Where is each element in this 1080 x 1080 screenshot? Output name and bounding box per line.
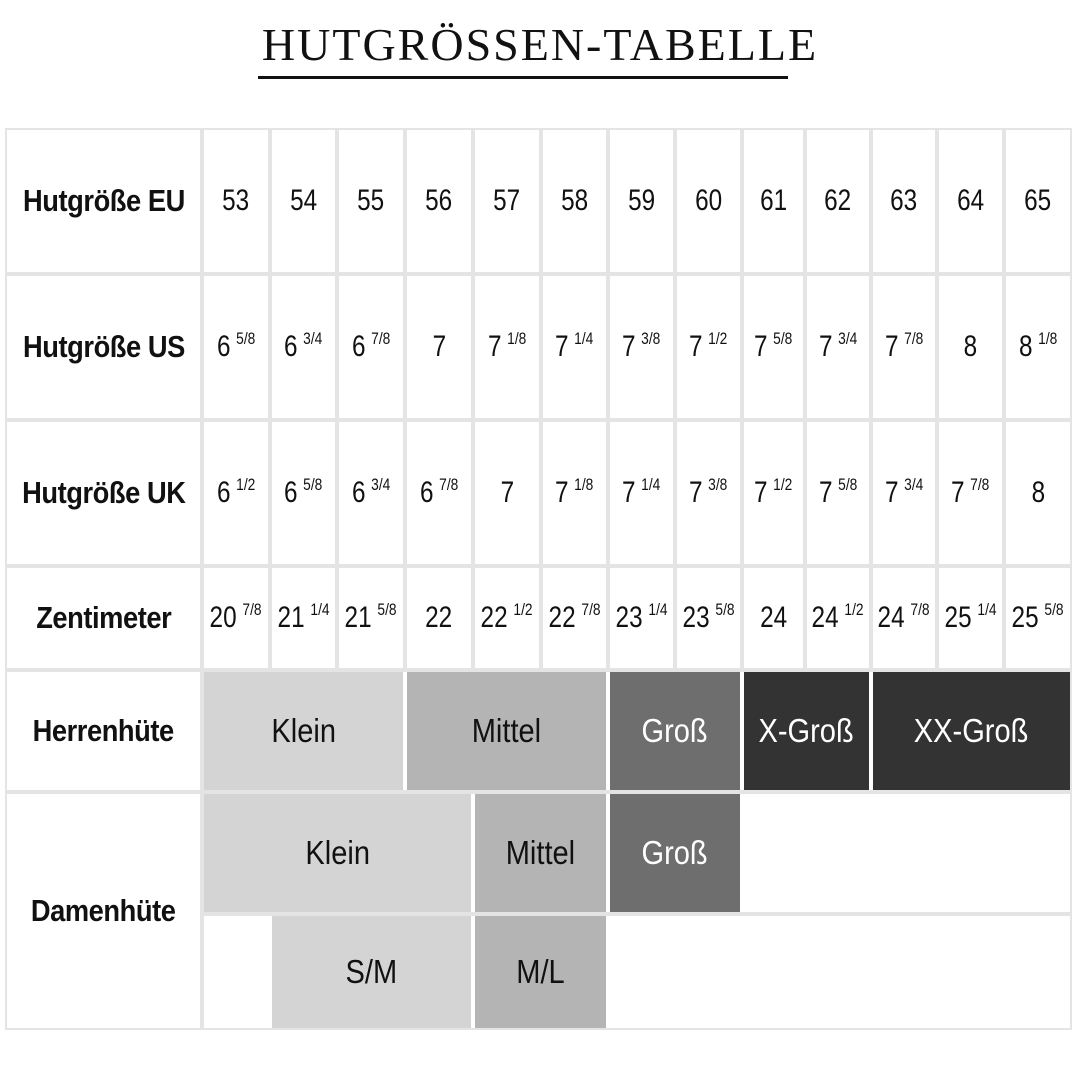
row-header-herren-label: Herrenhüte (32, 713, 175, 748)
size-cell-cm (610, 568, 673, 668)
size-cell-eu (204, 130, 268, 272)
size-cell-uk (407, 422, 471, 564)
size-fraction: 7/8 (581, 600, 601, 619)
row-header-cm-label: Zentimeter (35, 600, 172, 635)
size-cell-us (939, 276, 1002, 418)
size-whole: 7 (689, 476, 703, 509)
row-header-us (7, 276, 200, 418)
size-cell-cm (873, 568, 935, 668)
size-cell-cm (1006, 568, 1070, 668)
size-fraction: 7/8 (243, 600, 263, 619)
herren-band (407, 672, 606, 790)
size-cell-uk (939, 422, 1002, 564)
size-fraction: 1/4 (574, 329, 594, 348)
herren-band (610, 672, 740, 790)
damen-alt-band (475, 916, 606, 1028)
herren-band-label: X-Groß (758, 712, 855, 749)
size-whole: 7 (884, 330, 899, 363)
size-whole: 7 (500, 476, 514, 509)
size-cell-eu (339, 130, 403, 272)
size-cell-eu (475, 130, 539, 272)
size-whole: 58 (560, 184, 589, 217)
damen-alt-band-label: M/L (516, 953, 565, 990)
size-whole: 57 (493, 184, 521, 217)
size-cell-us (204, 276, 268, 418)
size-whole: 6 (284, 476, 298, 509)
size-fraction: 1/2 (514, 600, 534, 619)
size-fraction: 5/8 (235, 329, 255, 348)
size-fraction: 5/8 (773, 329, 793, 348)
size-whole: 21 (345, 601, 373, 634)
size-cell-cm (272, 568, 335, 668)
size-cell-cm (543, 568, 606, 668)
size-fraction: 1/4 (641, 475, 661, 494)
size-whole: 6 (351, 476, 366, 509)
size-fraction: 1/2 (845, 600, 865, 619)
row-header-herren (7, 672, 200, 790)
size-cell-uk (339, 422, 403, 564)
herren-band-label: XX-Groß (914, 712, 1029, 749)
size-whole: 6 (216, 476, 231, 509)
size-whole: 54 (289, 184, 318, 217)
herren-band-label: Groß (641, 712, 709, 749)
size-fraction: 7/8 (438, 475, 458, 494)
size-whole: 61 (759, 184, 788, 217)
size-cell-cm (744, 568, 803, 668)
size-whole: 21 (277, 601, 305, 634)
size-cell-us (272, 276, 335, 418)
size-whole: 7 (754, 330, 768, 363)
size-whole: 8 (1018, 330, 1033, 363)
size-fraction: 7/8 (911, 600, 931, 619)
size-cell-us (1006, 276, 1070, 418)
size-whole: 8 (963, 330, 978, 363)
size-cell-us (475, 276, 539, 418)
size-fraction: 7/8 (903, 329, 923, 348)
size-cell-eu (807, 130, 869, 272)
size-whole: 7 (884, 476, 899, 509)
size-fraction: 1/4 (977, 600, 997, 619)
size-whole: 55 (357, 184, 385, 217)
damen-band (204, 794, 471, 912)
size-whole: 7 (754, 476, 768, 509)
size-fraction: 1/8 (1037, 329, 1057, 348)
size-fraction: 1/2 (773, 475, 793, 494)
row-header-us-label: Hutgröße US (22, 329, 185, 364)
size-cell-us (873, 276, 935, 418)
size-cell-cm (204, 568, 268, 668)
size-cell-cm (807, 568, 869, 668)
size-cell-uk (610, 422, 673, 564)
size-cell-uk (677, 422, 740, 564)
size-fraction: 1/2 (235, 475, 255, 494)
size-whole: 60 (694, 184, 723, 217)
size-cell-uk (873, 422, 935, 564)
size-cell-eu (873, 130, 935, 272)
size-whole: 7 (487, 330, 502, 363)
size-fraction: 3/4 (837, 329, 857, 348)
row-header-uk-label: Hutgröße UK (21, 475, 186, 510)
damen-band (610, 794, 740, 912)
size-whole: 62 (824, 184, 852, 217)
size-whole: 53 (222, 184, 250, 217)
size-whole: 64 (956, 184, 985, 217)
size-fraction: 3/8 (641, 329, 661, 348)
size-whole: 6 (351, 330, 366, 363)
size-cell-us (610, 276, 673, 418)
herren-band (873, 672, 1070, 790)
damen-band (475, 794, 606, 912)
size-whole: 6 (216, 330, 231, 363)
size-whole: 25 (1012, 601, 1040, 634)
size-fraction: 5/8 (303, 475, 323, 494)
herren-band-label: Mittel (471, 712, 542, 749)
size-fraction: 3/8 (708, 475, 728, 494)
size-fraction: 7/8 (970, 475, 990, 494)
size-whole: 65 (1024, 184, 1052, 217)
size-cell-uk (204, 422, 268, 564)
herren-band-label: Klein (271, 712, 336, 749)
size-whole: 23 (682, 601, 710, 634)
size-cell-eu (1006, 130, 1070, 272)
size-cell-us (543, 276, 606, 418)
damen-band-label: Klein (305, 834, 370, 871)
size-whole: 22 (548, 601, 576, 634)
size-cell-us (807, 276, 869, 418)
size-whole: 56 (425, 184, 453, 217)
size-whole: 7 (622, 476, 636, 509)
size-cell-uk (543, 422, 606, 564)
size-cell-cm (339, 568, 403, 668)
size-cell-eu (939, 130, 1002, 272)
size-cell-us (744, 276, 803, 418)
row-header-eu (7, 130, 200, 272)
size-fraction: 1/4 (310, 600, 330, 619)
size-cell-cm (407, 568, 471, 668)
size-whole: 7 (555, 330, 569, 363)
size-fraction: 1/2 (708, 329, 728, 348)
size-cell-eu (677, 130, 740, 272)
size-whole: 24 (759, 601, 788, 634)
size-cell-cm (475, 568, 539, 668)
size-cell-eu (272, 130, 335, 272)
size-fraction: 3/4 (303, 329, 323, 348)
size-cell-uk (744, 422, 803, 564)
size-fraction: 5/8 (837, 475, 857, 494)
size-fraction: 1/8 (506, 329, 526, 348)
row-header-eu-label: Hutgröße EU (22, 183, 185, 218)
size-whole: 24 (812, 601, 840, 634)
size-fraction: 1/4 (648, 600, 668, 619)
size-cell-eu (610, 130, 673, 272)
size-whole: 20 (210, 601, 238, 634)
page-title: HUTGRÖSSEN-TABELLE (261, 19, 819, 70)
herren-band (204, 672, 403, 790)
size-cell-uk (807, 422, 869, 564)
size-fraction: 1/8 (574, 475, 594, 494)
row-header-uk (7, 422, 200, 564)
size-whole: 23 (615, 601, 643, 634)
row-header-cm (7, 568, 200, 668)
size-cell-us (339, 276, 403, 418)
size-whole: 63 (890, 184, 918, 217)
size-cell-eu (744, 130, 803, 272)
size-fraction: 5/8 (1045, 600, 1065, 619)
size-whole: 25 (944, 601, 972, 634)
size-cell-uk (475, 422, 539, 564)
size-whole: 6 (419, 476, 434, 509)
size-whole: 7 (689, 330, 703, 363)
size-whole: 7 (951, 476, 965, 509)
size-fraction: 5/8 (378, 600, 398, 619)
size-whole: 8 (1031, 476, 1045, 509)
size-whole: 7 (555, 476, 569, 509)
row-header-damen (7, 794, 200, 1028)
size-cell-uk (272, 422, 335, 564)
size-cell-eu (407, 130, 471, 272)
size-whole: 7 (818, 330, 833, 363)
size-fraction: 7/8 (370, 329, 390, 348)
size-whole: 7 (622, 330, 636, 363)
size-whole: 7 (818, 476, 833, 509)
size-whole: 7 (432, 330, 446, 363)
size-fraction: 3/4 (903, 475, 923, 494)
size-fraction: 5/8 (715, 600, 735, 619)
damen-alt-band (272, 916, 471, 1028)
size-cell-cm (939, 568, 1002, 668)
damen-alt-band-label: S/M (345, 953, 398, 990)
size-whole: 59 (627, 184, 656, 217)
size-cell-eu (543, 130, 606, 272)
size-cell-us (407, 276, 471, 418)
damen-band-label: Groß (641, 834, 709, 871)
size-cell-us (677, 276, 740, 418)
size-cell-uk (1006, 422, 1070, 564)
row-header-damen-label: Damenhüte (31, 893, 176, 928)
damen-band-label: Mittel (505, 834, 576, 871)
size-whole: 6 (284, 330, 298, 363)
size-whole: 22 (425, 601, 453, 634)
size-cell-cm (677, 568, 740, 668)
size-fraction: 3/4 (370, 475, 390, 494)
size-whole: 22 (481, 601, 509, 634)
size-whole: 24 (878, 601, 906, 634)
herren-band (744, 672, 869, 790)
